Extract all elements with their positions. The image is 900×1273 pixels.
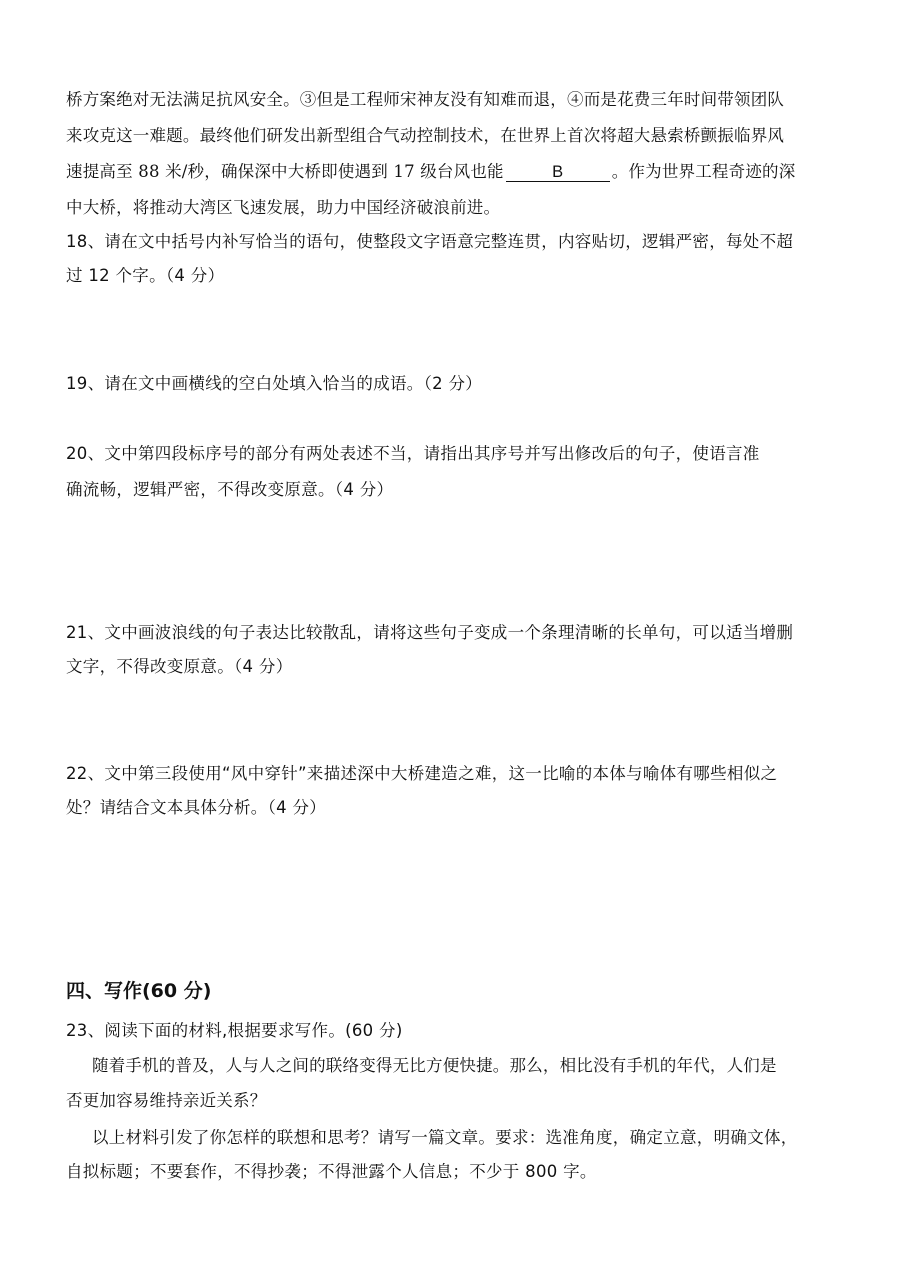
question-19: 19、请在文中画横线的空白处填入恰当的成语。（2 分） [66, 374, 483, 393]
question-20-line-1: 20、文中第四段标序号的部分有两处表述不当，请指出其序号并写出修改后的句子，使语言准 [66, 444, 760, 463]
section-heading-writing: 四、写作(60 分) [66, 980, 212, 1002]
question-18-line-1: 18、请在文中括号内补写恰当的语句，使整段文字语意完整连贯，内容贴切，逻辑严密，每处不超 [66, 232, 794, 251]
answer-blank-b: B [506, 163, 610, 182]
material-line-2: 否更加容易维持亲近关系？ [66, 1091, 267, 1110]
requirements-line-1: 以上材料引发了你怎样的联想和思考？请写一篇文章。要求：选准角度，确定立意，明确文体， [92, 1128, 798, 1147]
question-23: 23、阅读下面的材料,根据要求写作。(60 分) [66, 1021, 403, 1040]
question-21-line-1: 21、文中画波浪线的句子表达比较散乱，请将这些句子变成一个条理清晰的长单句，可以适当增删 [66, 623, 794, 642]
requirements-line-2: 自拟标题；不要套作，不得抄袭；不得泄露个人信息；不少于 800 字。 [66, 1162, 597, 1181]
question-22-line-1: 22、文中第三段使用“风中穿针”来描述深中大桥建造之难，这一比喻的本体与喻体有哪些相似之 [66, 764, 778, 783]
passage-line-3 [66, 160, 795, 184]
question-18-line-2: 过 12 个字。（4 分） [66, 266, 225, 285]
passage-line-4: 中大桥，将推动大湾区飞速发展，助力中国经济破浪前进。 [66, 198, 501, 217]
passage-line-3-before: 速提高至 88 米/秒，确保深中大桥即使遇到 17 级台风也能 [66, 162, 504, 181]
passage-line-3-after: 。作为世界工程奇迹的深 [611, 162, 796, 181]
question-20-line-2: 确流畅，逻辑严密，不得改变原意。（4 分） [66, 480, 394, 499]
question-21-line-2: 文字，不得改变原意。（4 分） [66, 657, 293, 676]
question-22-line-2: 处？请结合文本具体分析。（4 分） [66, 798, 327, 817]
passage-line-2: 来攻克这一难题。最终他们研发出新型组合气动控制技术，在世界上首次将超大悬索桥颤振临界风 [66, 126, 785, 145]
passage-line-1: 桥方案绝对无法满足抗风安全。③但是工程师宋神友没有知难而退，④而是花费三年时间带领团队 [66, 90, 785, 109]
material-line-1: 随着手机的普及，人与人之间的联络变得无比方便快捷。那么，相比没有手机的年代，人们是 [92, 1056, 777, 1075]
